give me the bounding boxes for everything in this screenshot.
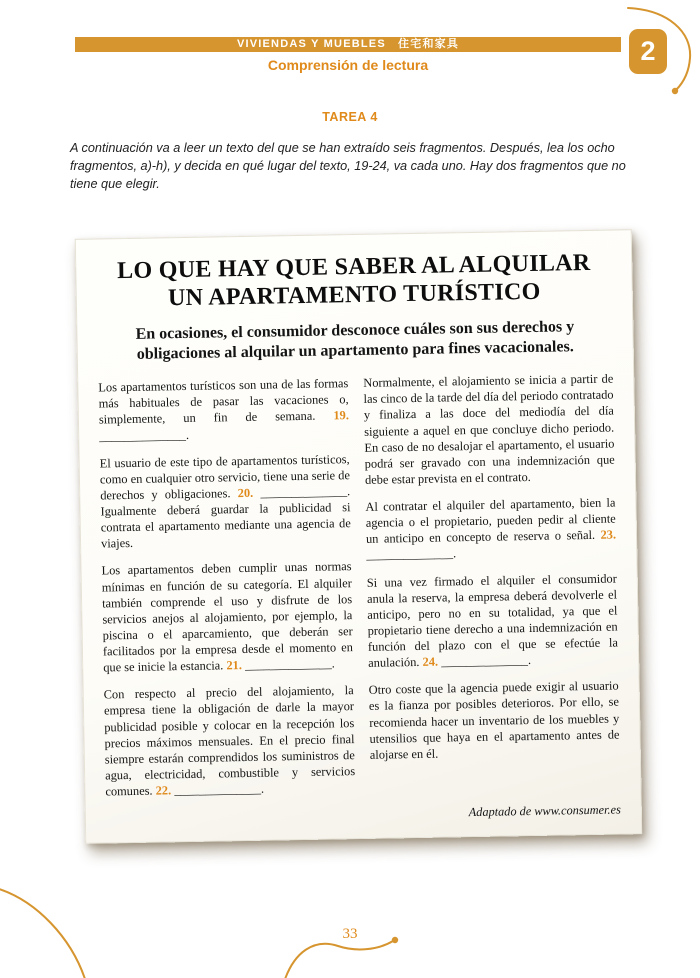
source-credit: Adaptado de www.consumer.es xyxy=(468,802,621,820)
unit-banner-title: VIVIENDAS Y MUEBLES 住宅和家具 xyxy=(236,38,460,50)
reading-paragraph xyxy=(98,375,349,444)
reading-lead: En ocasiones, el consumidor desconoce cuáles son sus derechos y obligaciones al alquilar un apartamento para fines vacacionales. xyxy=(135,317,575,364)
paragraph-text: ______________. xyxy=(171,781,265,798)
reading-paragraph xyxy=(363,371,615,488)
paragraph-text: Al contratar el alquiler del apartamento, bien la agencia o el propietario, pueden pedir al cliente un anticipo en concepto de reserva o señal. xyxy=(365,495,616,547)
unit-number-badge xyxy=(629,29,667,74)
gap-number: 22. xyxy=(155,783,172,798)
paragraph-text: ______________. xyxy=(437,653,532,669)
reading-title xyxy=(96,249,612,315)
paragraph-text: El usuario de este tipo de apartamentos turísticos, como en cualquier otro servicio, tiene una serie de derechos y obligaciones. xyxy=(99,451,351,503)
gap-number: 23. xyxy=(600,527,617,543)
reading-column-left xyxy=(98,375,355,799)
gap-number: 19. xyxy=(333,408,350,423)
reading-column-right xyxy=(363,371,620,795)
task-instructions: A continuación va a leer un texto del que se han extraído seis fragmentos. Después, lea los ocho fragmentos, a)-h), y decida en qué lugar del texto, 19-24, va cada uno. Hay dos fragmentos que no tiene que elegir. xyxy=(70,141,626,192)
page-number-swirl xyxy=(284,941,393,978)
paragraph-text: ______________. xyxy=(99,427,190,444)
reading-card xyxy=(75,229,642,844)
reading-paragraph xyxy=(369,678,620,763)
paragraph-text: ______________. xyxy=(366,546,457,563)
unit-banner xyxy=(75,37,621,52)
reading-title-line1: LO QUE HAY QUE SABER AL ALQUILAR xyxy=(116,249,591,285)
section-subtitle: Comprensión de lectura xyxy=(267,57,429,73)
reading-paragraph xyxy=(367,570,619,671)
paragraph-text: Los apartamentos deben cumplir unas normas mínimas en función de su categoría. El alquiler también comprende el uso y disfrute de los servicios anejos al alojamiento, por ejemplo, la piscina o el aparcamiento, que deberán ser facilitados por la empresa desde el momento en que se inicie la estancia. xyxy=(101,559,354,675)
reading-columns xyxy=(98,371,620,800)
paragraph-text: Con respecto al precio del alojamiento, la empresa tiene la obligación de darle la mayor publicidad posible y colocar en la recepción los precios máximos mensuales. En el precio final siempre estarán comprendidos los suministros de agua, electricidad, combustible y servicios comunes. xyxy=(103,683,356,799)
reading-title-line2: UN APARTAMENTO TURÍSTICO xyxy=(167,279,541,312)
reading-paragraph xyxy=(104,682,356,799)
reading-paragraph xyxy=(365,495,616,564)
paragraph-text: Los apartamentos turísticos son una de las formas más habituales de pasar las vacaciones o, simplemente, un fin de semana. xyxy=(98,376,349,427)
unit-number: 2 xyxy=(640,36,656,66)
gap-number: 24. xyxy=(422,654,439,670)
task-title: TAREA 4 xyxy=(322,110,378,124)
paragraph-text: Normalmente, el alojamiento se inicia a partir de las cinco de la tarde del día del periodo contratado y finaliza a las doce del mediodía del día siguiente a aquel en que concluye dicho periodo. En caso de no desalojar el apartamento, el usuario podrá ser gravado con una indemnización que debe estar prevista en el contrato. xyxy=(363,371,615,487)
gap-number: 20. xyxy=(237,485,254,501)
paragraph-text: Si una vez firmado el alquiler el consumidor anula la reserva, la empresa deberá devolverle el anticipo, pero no en su totalidad, ya que el propietario tiene derecho a una indemnización en función del plazo con el que se efectúe la anulación. xyxy=(366,571,619,671)
paragraph-text: ______________. Igualmente deberá guardar la publicidad si contrata el apartamento mediante una agencia de viajes. xyxy=(100,484,351,551)
gap-number: 21. xyxy=(226,658,243,673)
swirl-dot-top-right xyxy=(672,88,678,94)
page-number: 33 xyxy=(342,926,358,942)
reading-paragraph xyxy=(100,451,352,552)
paragraph-text: ______________. xyxy=(241,656,335,673)
paragraph-text: Otro coste que la agencia puede exigir al usuario es la fianza por posibles deterioros. Por ello, se recomienda hacer un inventario de los muebles y utensilios que haya en el apartamento antes de alojarse en él. xyxy=(368,678,620,762)
reading-paragraph xyxy=(101,559,353,676)
